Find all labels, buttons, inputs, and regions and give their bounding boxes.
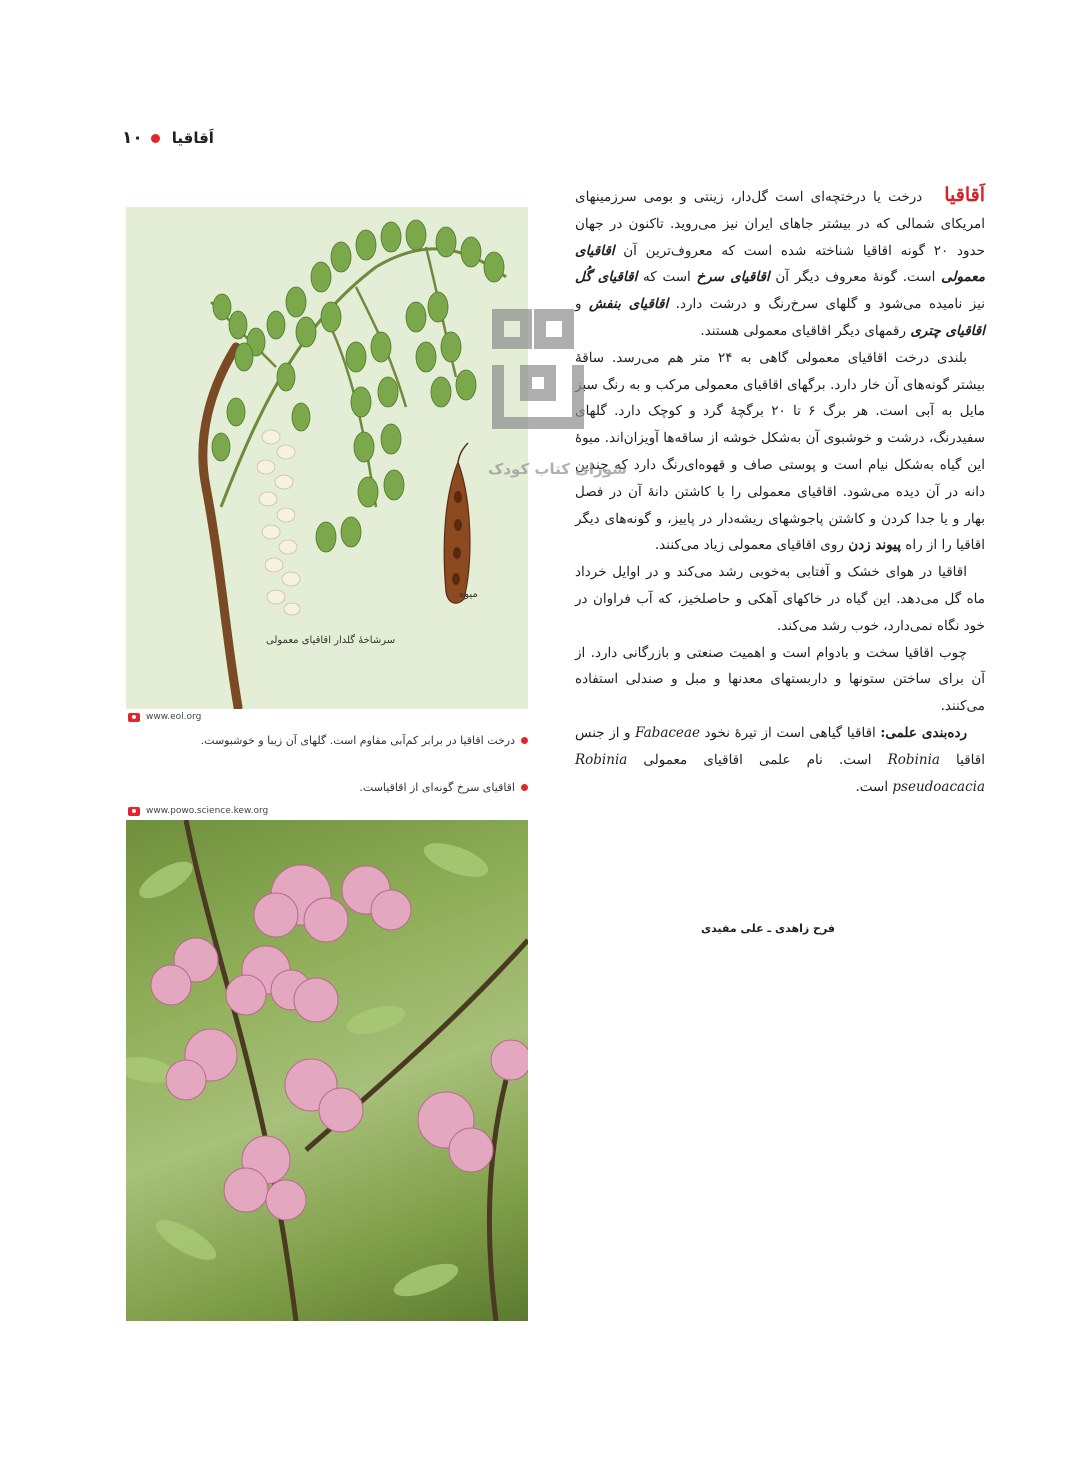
acacia-branch-drawing [126,207,528,709]
photo-caption [359,781,528,794]
emphasis-term: اقاقیای بنفش [588,296,669,313]
illustration-caption [201,734,528,747]
paragraph-1 [575,182,985,345]
latin-name: Robinia [887,751,940,768]
page-header [122,128,214,148]
text-run: است. نام علمی اقاقیای معمولی [627,751,888,768]
text-run: است. [855,778,893,795]
caption-text: درخت اقاقیا در برابر کم‌آبی مقاوم است. گلهای آن زیبا و خوشبوست. [200,734,515,747]
text-run: بلندی درخت اقاقیای معمولی گاهی به ۲۴ متر هم می‌رسد. ساقهٔ بیشتر گونه‌های آن خار دارد. برگهای اقاقیای معمولی مرکب و به رنگ سبز مایل به آبی است. هر برگ ۶ تا ۲۰ برگچهٔ گرد و کوچک دارد. گلهای سفیدرنگ، درشت و خوشبوی آن به‌شکل خوشه از ساقه‌ها آویزان‌اند. میوهٔ این گیاه به‌شکل نیام است و پوستی صاف و قهوه‌ای‌رنگ دارد که چندین دانه در آن دیده می‌شود. اقاقیای معمولی را با کاشتن دانهٔ آن در فصل بهار و یا جدا کردن و کاشتن پاجوشهای ریشه‌دار در پاییز، و گونه‌های دیگر اقاقیا را از راه [575,349,986,554]
emphasis-term: اقاقیای معمولی [575,242,985,286]
text-run: رقمهای دیگر اقاقیای معمولی هستند. [700,322,911,339]
watermark-text: شورای کتاب کودک [488,460,627,478]
botanical-illustration [126,207,528,709]
paragraph-5 [575,720,985,800]
caption-text: اقاقیای سرخ گونه‌ای از اقاقیاست. [359,781,515,794]
article-body [575,182,985,800]
text-run: روی اقاقیای معمولی زیاد می‌کنند. [654,537,849,554]
paragraph-4: چوب اقاقیا سخت و بادوام است و اهمیت صنعتی و بازرگانی دارد. از آن برای ساختن ستونها و داربستهای معدنها و مبل و صندلی استفاده می‌کنند. [575,644,985,715]
author-names: فرح زاهدی ـ علی مفیدی [700,922,835,935]
photo-credit [128,806,268,816]
emphasis-term: اقاقیای سرخ [696,269,770,286]
text-run: و از جنس اقاقیا [575,724,985,768]
paragraph-2 [575,345,985,559]
text-run: است که [637,269,697,286]
bullet-dot-icon [521,737,528,744]
bullet-dot-icon [521,784,528,791]
pink-acacia-photo [126,820,528,1321]
text-run: درخت یا درختچه‌ای است گل‌دار، زینتی و بومی سرزمینهای امریکای شمالی که در بیشتر جاهای ایران نیز می‌روید. تاکنون در جهان حدود ۲۰ گونه اقاقیا شناخته شده است که معروف‌ترین آن [575,189,985,259]
text-run: است. گونهٔ معروف دیگر آن [769,269,942,286]
pink-flowers-image [126,820,528,1321]
credit-url: www.eol.org [146,712,202,722]
emphasis-term: پیوند زدن [848,537,901,554]
running-title: اَقاقیا [171,129,214,147]
article-title: اَقاقیا [944,184,985,206]
bullet-dot-icon [151,134,160,143]
camera-icon [128,713,140,722]
emphasis-term: اقاقیای چتری [910,322,985,339]
paragraph-3: اقاقیا در هوای خشک و آفتابی به‌خوبی رشد می‌کند و در اوایل خرداد ماه گل می‌دهد. این گیاه در خاکهای آهکی و حاصلخیز، که آب فراوان در خود نگاه نمی‌دارد، خوب رشد می‌کند. [575,564,985,634]
latin-name: Fabaceae [635,724,700,741]
text-run: نیز نامیده می‌شود و گلهای سرخ‌رنگ و درشت دارد. [668,296,985,313]
classification-label: رده‌بندی علمی: [880,724,968,741]
page-number: ۱۰ [122,128,143,148]
label-branch: سرشاخهٔ گلدار اقاقیای معمولی [266,635,396,646]
text-run: و [575,296,589,313]
label-fruit: میوه [459,589,478,600]
text-run: اقاقیا گیاهی است از تیرهٔ نخود [699,724,881,741]
author-line [575,922,985,935]
emphasis-term: اقاقیای گُل [575,269,638,286]
illustration-credit [128,712,201,722]
camera-icon [128,807,140,816]
credit-url: www.powo.science.kew.org [146,806,269,816]
latin-name: Robinia pseudoacacia [575,751,985,795]
